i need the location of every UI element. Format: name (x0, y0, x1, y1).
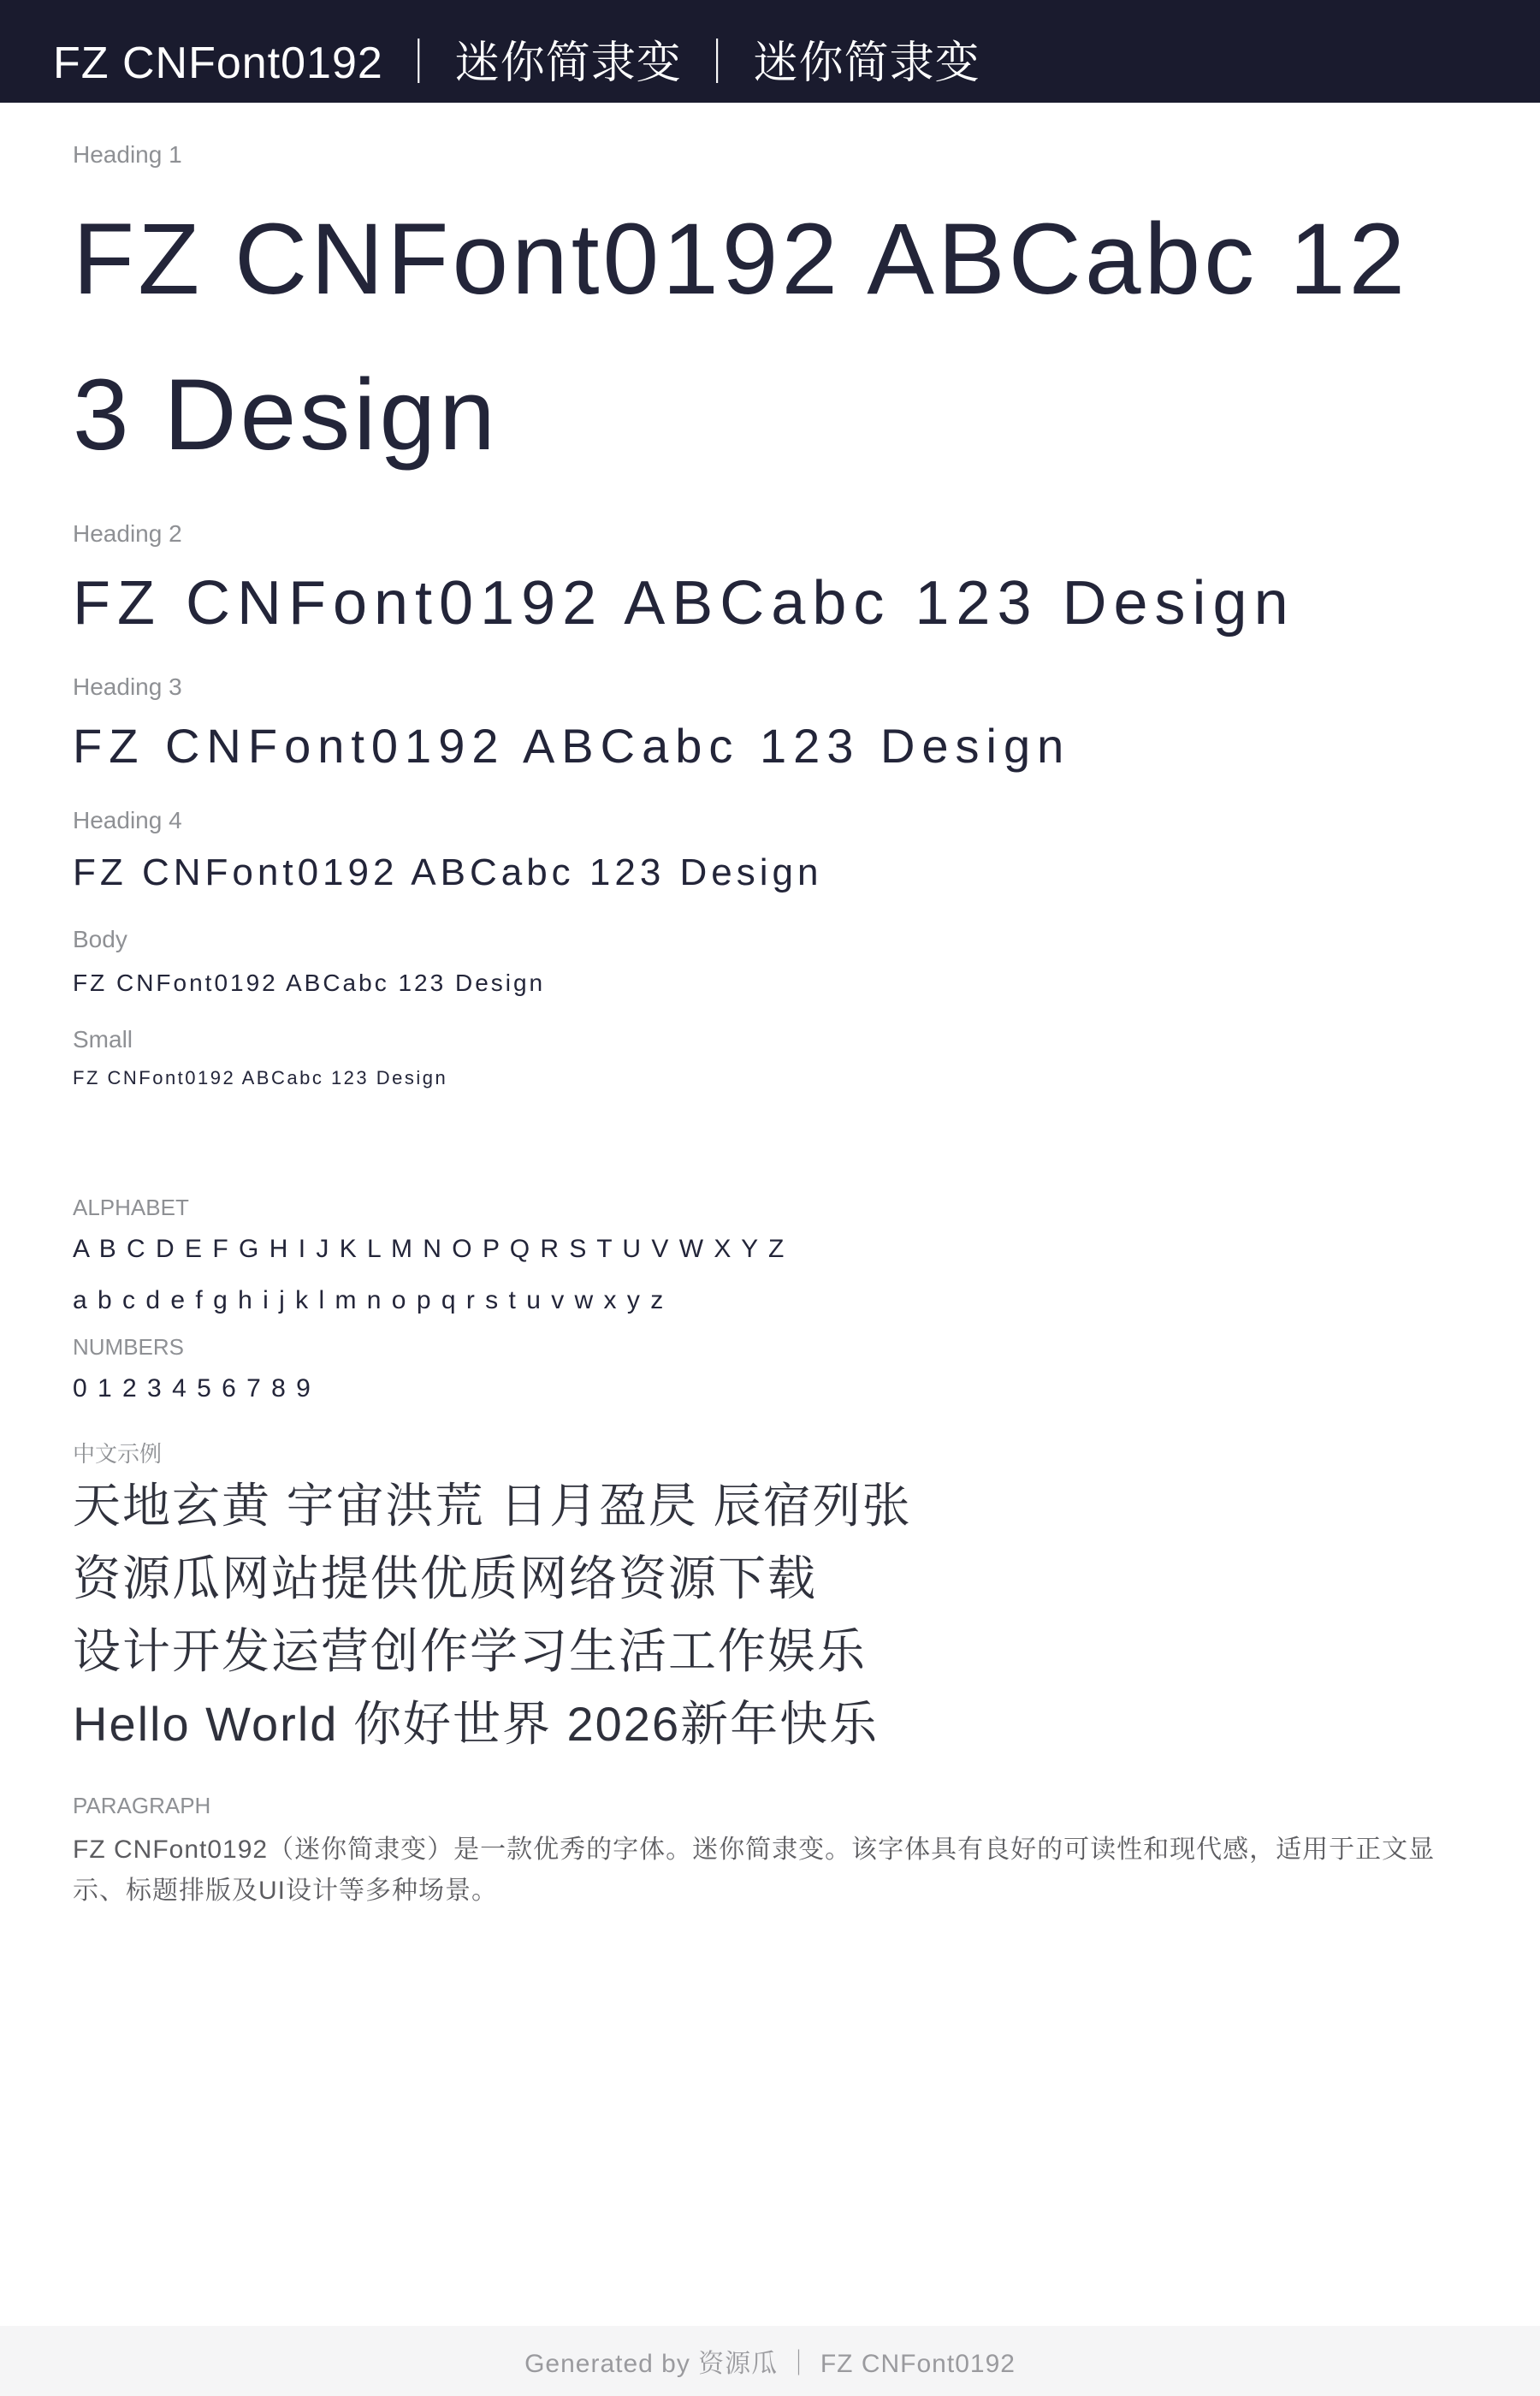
heading-2-sample: FZ CNFont0192 ABCabc 123 Design (73, 568, 1295, 638)
chinese-sample-line: 资源瓜网站提供优质网络资源下载 (73, 1551, 817, 1605)
footer-text: Generated by 资源瓜 ｜ FZ CNFont0192 (524, 2350, 1016, 2378)
small-label: Small (73, 1025, 133, 1053)
heading-1-sample: FZ CNFont0192 ABCabc 123 Design (73, 202, 1409, 472)
heading-4-sample: FZ CNFont0192 ABCabc 123 Design (73, 851, 823, 894)
heading-4-label: Heading 4 (73, 806, 182, 833)
digits-row: 0 1 2 3 4 5 6 7 8 9 (73, 1374, 312, 1403)
heading-1-label: Heading 1 (73, 141, 182, 168)
footer-bar (0, 2326, 1540, 2396)
page-title: FZ CNFont0192 ｜ 迷你简隶变 ｜ 迷你简隶变 (53, 38, 980, 88)
body-sample: FZ CNFont0192 ABCabc 123 Design (73, 969, 546, 996)
heading-3-label: Heading 3 (73, 673, 182, 700)
content-area (0, 103, 1540, 1912)
small-sample: FZ CNFont0192 ABCabc 123 Design (73, 1067, 448, 1089)
alphabet-uppercase-row: A B C D E F G H I J K L M N O P Q R S T U V W X Y Z (73, 1235, 786, 1264)
alphabet-section-label: ALPHABET (73, 1195, 189, 1221)
alphabet-lowercase-row: a b c d e f g h i j k l m n o p q r s t u v w x y z (73, 1286, 666, 1315)
body-label: Body (73, 925, 127, 952)
heading-3-sample: FZ CNFont0192 ABCabc 123 Design (73, 719, 1071, 774)
header-bar (0, 0, 1540, 103)
chinese-sample-line: Hello World 你好世界 2026新年快乐 (73, 1696, 880, 1751)
paragraph-section-label: PARAGRAPH (73, 1792, 211, 1818)
heading-2-label: Heading 2 (73, 520, 182, 548)
chinese-sample-line: 设计开发运营创作学习生活工作娱乐 (73, 1623, 867, 1678)
chinese-section-label: 中文示例 (73, 1441, 163, 1468)
numbers-section-label: NUMBERS (73, 1334, 185, 1361)
paragraph-sample: FZ CNFont0192（迷你简隶变）是一款优秀的字体。迷你简隶变。该字体具有良好的可读性和现代感，适用于正文显示、标题排版及UI设计等多种场景。 (73, 1835, 1436, 1905)
chinese-sample-line: 天地玄黄 宇宙洪荒 日月盈昃 辰宿列张 (73, 1478, 912, 1533)
